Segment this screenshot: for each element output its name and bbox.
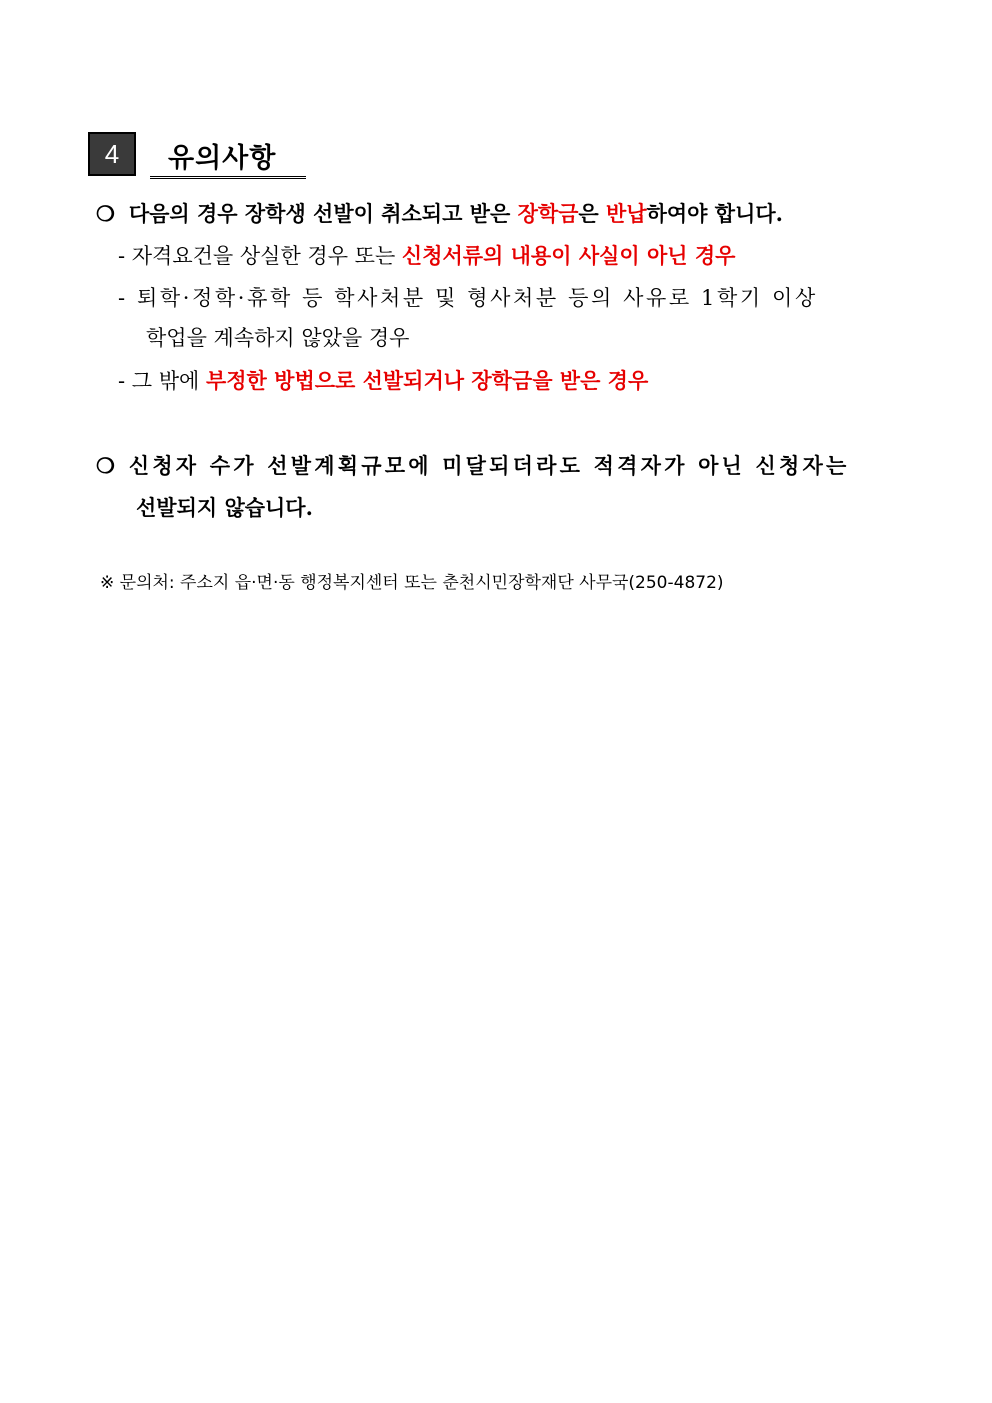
para1-red-return: 반납	[606, 201, 647, 226]
section-number-box: 4	[88, 132, 136, 176]
notice-paragraph-2-line-2	[136, 492, 313, 522]
section-title: 유의사항	[168, 143, 277, 174]
notice-paragraph-1	[96, 198, 908, 228]
section-title-underline	[150, 176, 306, 179]
sub2-line1: - 퇴학·정학·휴학 등 학사처분 및 형사처분 등의 사유로 1학기 이상	[118, 286, 818, 310]
sub1-red: 신청서류의 내용이 사실이 아닌 경우	[401, 243, 736, 268]
sub2-line2: 학업을 계속하지 않았을 경우	[146, 326, 410, 350]
para1-text-b: 은	[578, 201, 607, 226]
para1-text-a: 다음의 경우 장학생 선발이 취소되고 받은	[128, 201, 518, 226]
sub-item-3	[118, 365, 648, 395]
sub-item-1	[118, 240, 735, 270]
sub1-prefix: - 자격요건을 상실한 경우 또는	[118, 244, 402, 268]
sub3-prefix: - 그 밖에	[118, 369, 206, 393]
sub-item-2-line-2	[146, 322, 409, 352]
section-title-wrap	[150, 132, 300, 178]
para1-text-c: 하여야 합니다.	[646, 201, 783, 226]
notice-paragraph-2	[96, 450, 908, 480]
circle-bullet-icon: ❍	[96, 201, 115, 226]
sub3-red: 부정한 방법으로 선발되거나 장학금을 받은 경우	[205, 368, 649, 393]
circle-bullet-icon: ❍	[96, 453, 115, 478]
para1-red-scholarship: 장학금	[517, 201, 579, 226]
section-header	[88, 132, 300, 180]
sub-item-2-line-1	[118, 282, 908, 312]
para2-line1: 신청자 수가 선발계획규모에 미달되더라도 적격자가 아닌 신청자는	[128, 453, 850, 478]
contact-note: ※ 문의처: 주소지 읍·면·동 행정복지센터 또는 춘천시민장학재단 사무국(250-4872)	[100, 573, 724, 593]
para2-line2: 선발되지 않습니다.	[136, 495, 313, 520]
